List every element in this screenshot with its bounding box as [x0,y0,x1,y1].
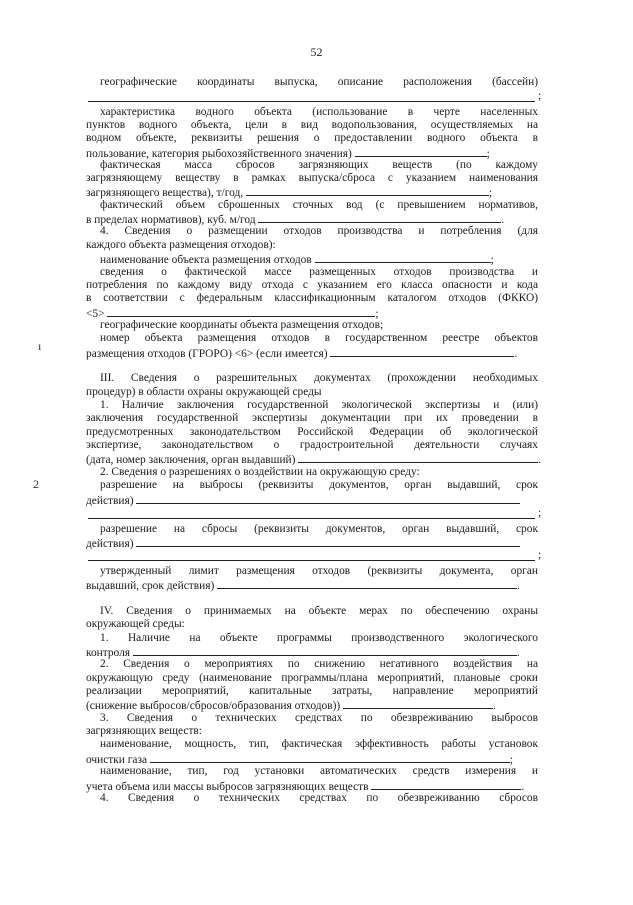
text-line: фактический объем сброшенных сточных вод (с превышением нормативов, [100,199,538,211]
text-line: номер объекта размещения отходов в государственном реестре объектов [100,332,538,344]
text-line: процедур) в области охраны окружающей среды [86,386,322,398]
text-line: выдавший, срок действия) . [86,580,520,592]
text-line: наименование, тип, год установки автоматических средств измерения и [100,765,538,777]
text-line: загрязняющих веществ: [86,725,202,737]
text-line: 1. Наличие на объекте программы производственного экологического [100,632,538,644]
text-line: сведения о фактической массе размещенных отходов производства и [100,266,538,278]
text-line: 2. Сведения о разрешениях о воздействии на окружающую среду: [100,466,420,478]
text-line: наименование, мощность, тип, фактическая эффективность работы установок [100,738,538,750]
text-line: действия) [86,493,538,508]
semicolon: ; [538,549,542,561]
text-line: географические координаты выпуска, описание расположения (бассейн) [100,76,538,88]
text-line: разрешение на выбросы (реквизиты документов, орган выдавший, срок [100,479,538,491]
text-line: действия) [86,536,538,551]
text-line: 4. Сведения о размещении отходов производства и потребления (для [100,225,538,237]
text-line: пользование, категория рыбохозяйственного значения) ; [86,148,490,160]
text-line: <5> ; [86,308,379,320]
section-heading: IV. Сведения о принимаемых на объекте мерах по обеспечению охраны [100,605,538,617]
text-line: (снижение выбросов/сбросов/образования отходов)) . [86,700,496,712]
text-line: разрешение на сбросы (реквизиты документов, орган выдавший, срок [100,523,538,535]
semicolon: ; [538,507,542,519]
text-line: размещения отходов (ГРОРО) <6> (если имеется) . [86,348,518,360]
fill-line [88,560,535,561]
text-line: предусмотренных законодательством Российской Федерации об экологической [86,426,538,438]
text-line: загрязняющему веществу в рамках выпуска/сброса с указанием наименования [86,172,538,184]
text-line: реализации мероприятий, капитальные затраты, направление мероприятий [86,685,538,697]
text-line: каждого объекта размещения отходов): [86,239,276,251]
text-line: экспертизе, законодательством о градостроительной деятельности случаях [86,439,538,451]
text-line: загрязняющего вещества), т/год, ; [86,187,493,199]
text-line: контроля . [86,647,520,659]
semicolon: ; [538,90,542,102]
text-line: 3. Сведения о технических средствах по обезвреживанию выбросов [100,712,538,724]
text-line: окружающей среды: [86,618,185,630]
page-number: 52 [310,45,323,59]
text-line: в пределах нормативов), куб. м/год . [86,214,505,226]
text-line: (дата, номер заключения, орган выдавший) . [86,454,542,466]
text-line: учета объема или массы выбросов загрязняющих веществ . [86,781,525,793]
text-line: 1. Наличие заключения государственной экологической экспертизы и (или) [100,399,538,411]
text-line: заключения государственной экспертизы документации при их проведении в [86,412,538,424]
text-line: 4. Сведения о технических средствах по обезвреживанию сбросов [100,792,538,804]
text-line: окружающую среду (наименование программы/плана мероприятий, плановые сроки [86,672,538,684]
text-line: водном объекте, реквизиты решения о предоставлении водного объекта в [86,132,538,144]
text-line: географические координаты объекта размещения отходов; [100,319,384,331]
section-heading: III. Сведения о разрешительных документах (прохождении необходимых [100,372,538,384]
fill-line [88,518,535,519]
text-line: 2. Сведения о мероприятиях по снижению негативного воздействия на [100,658,538,670]
text-line: в соответствии с федеральным классификационным каталогом отходов (ФККО) [86,292,538,304]
margin-mark: 2 [33,477,39,491]
text-line: наименование объекта размещения отходов ; [100,254,494,266]
text-line: фактическая масса сбросов загрязняющих веществ (по каждому [100,159,538,171]
margin-mark: ı [38,339,42,353]
fill-line [88,101,535,102]
text-line: потребления по каждому виду отхода с указанием его класса опасности и кода [86,279,538,291]
text-line: очистки газа ; [86,754,514,766]
text-line: утвержденный лимит размещения отходов (реквизиты документа, орган [100,565,538,577]
text-line: характеристика водного объекта (использование в черте населенных [100,106,538,118]
text-line: пунктов водного объекта, цели в вид водопользования, осуществляемых на [86,119,538,131]
